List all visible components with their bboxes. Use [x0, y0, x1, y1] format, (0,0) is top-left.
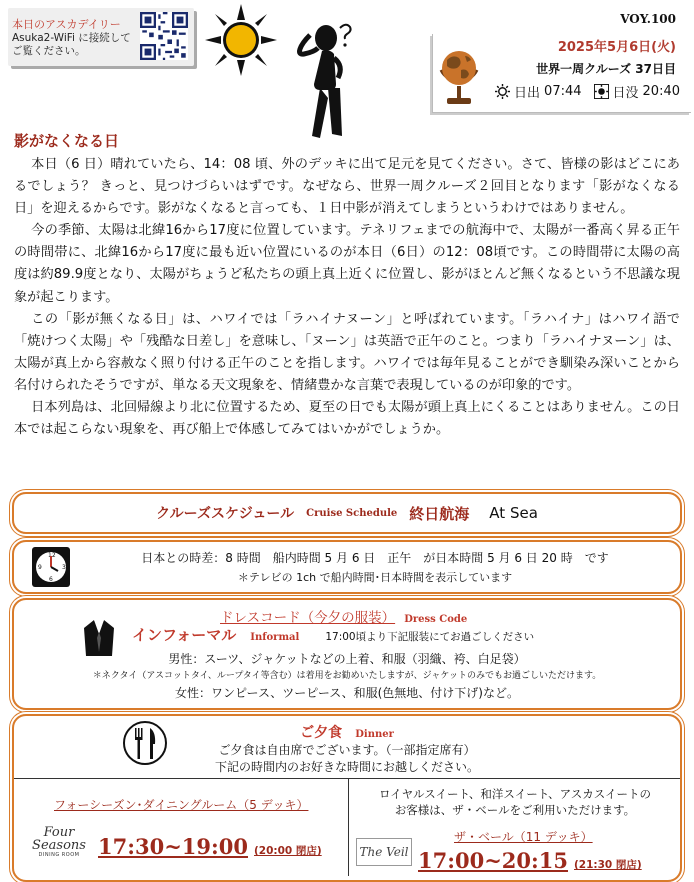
- sunrise-time: 07:44: [544, 84, 582, 99]
- four-seasons-hours: [98, 834, 322, 859]
- the-bell-close: (21:30 閉店): [574, 859, 642, 871]
- voyage-number: VOY.100: [620, 12, 676, 26]
- dinner-box: [12, 714, 682, 882]
- dress-type: インフォーマル: [132, 626, 237, 644]
- sun-times: [495, 82, 680, 101]
- schedule-label-en: Cruise Schedule: [306, 507, 398, 519]
- dinner-line-2: 下記の時間内のお好きな時間にお越しください。: [214, 760, 479, 774]
- article-paragraph: 日本列島は、北回帰線より北に位置するため、夏至の日でも太陽が頭上真上にくることはありません。この日本では起こらない現象を、再び船上で体感してみてはいかがでしょうか。: [14, 400, 680, 438]
- schedule-value-en: At Sea: [489, 504, 538, 522]
- sunset-time: 20:40: [642, 84, 680, 99]
- dinner-title: ご夕食: [300, 725, 343, 741]
- sunset-icon: [594, 84, 609, 99]
- dress-code-title-en: Dress Code: [404, 614, 468, 625]
- the-bell-hours: [418, 848, 642, 873]
- wifi-title: 本日のアスカデイリー: [12, 18, 121, 31]
- cruise-day: 世界一周クルーズ 37日目: [536, 62, 676, 76]
- dinner-divider: [14, 778, 680, 779]
- four-seasons-time: 17:30~19:00: [98, 834, 248, 859]
- dress-women: 女性：ワンピース、ツーピース、和服(色無地、付け下げ)など。: [175, 686, 519, 700]
- svg-text:9: 9: [38, 564, 42, 571]
- dress-men: 男性：スーツ、ジャケットなどの上着、和服（羽織、袴、白足袋）: [168, 652, 526, 666]
- the-bell-notice-1: ロイヤルスイート、和洋スイート、アスカスイートの: [379, 787, 651, 801]
- time-difference-line: 日本との時差：8 時間 船内時間 5 月 6 日 正午 が日本時間 5 月 6 日 20 時 です: [141, 551, 609, 565]
- dress-type-en: Informal: [250, 632, 300, 643]
- article-body: [14, 154, 680, 441]
- svg-text:3: 3: [62, 564, 66, 571]
- time-difference-box: [12, 540, 682, 594]
- four-seasons-close: (20:00 閉店): [254, 845, 322, 857]
- dinner-column-divider: [348, 778, 349, 876]
- four-seasons-name: フォーシーズン･ダイニングルーム（5 デッキ）: [54, 798, 309, 812]
- dress-time-note: 17:00頃より下記服装にてお過ごしください: [325, 631, 535, 643]
- dress-code-title-row: [220, 606, 467, 626]
- the-bell-notice-2: お客様は、ザ・ベールをご利用いただけます。: [394, 803, 636, 817]
- the-bell-logo: The Veil: [356, 838, 412, 866]
- article-paragraph: 本日（6 日）晴れていたら、14：08 頃、外のデッキに出て足元を見てください。さて、皆様の影はどこにあるでしょう？ きっと、見つけづらいはずです。なぜなら、世界一周クルーズ２回目となります「影がなくなる日」を迎えるからです。影がなくなると言っても、１日中影が消えてしまうというわけではありません。: [14, 157, 680, 217]
- clock-icon: [28, 545, 74, 589]
- dress-type-row: [132, 624, 534, 645]
- dinner-line-1: ご夕食は自由席でございます。（一部指定席有）: [218, 743, 476, 757]
- the-bell-name: ザ・ベール（11 デッキ）: [454, 830, 593, 844]
- sunrise-icon: [495, 84, 510, 99]
- dinner-title-en: Dinner: [355, 729, 394, 740]
- issue-date: 2025年5月6日(火): [557, 40, 676, 55]
- four-seasons-logo-text: Four Seasons: [32, 825, 86, 853]
- dress-note: ＊ネクタイ（アスコットタイ、ループタイ等含む）は着用をお勧めいたしますが、ジャケットのみでもお過ごしいただけます。: [92, 671, 602, 681]
- article-paragraph: 今の季節、太陽は北緯16から17度に位置しています。テネリフェまでの航海中で、太陽が一番高く昇る正午の時間帯に、北緯16から17度に最も近い位置にいるのが本日（6日）の12：08頃です。この時間帯に太陽の高度は約89.9度となり、太陽がちょうど私たちの頭上真上近くに位置し、影がほとんど無くなるという不思議な現象が起こります。: [14, 223, 680, 305]
- time-difference-note: ＊テレビの 1ch で船内時間･日本時間を表示しています: [237, 571, 513, 584]
- schedule-value: 終日航海: [409, 504, 470, 523]
- thinking-figure-icon: [296, 18, 366, 146]
- four-seasons-logo-sub: DINING ROOM: [38, 852, 80, 858]
- article-paragraph: この「影が無くなる日」は、ハワイでは「ラハイナヌーン」と呼ばれています。「ラハイナ」はハワイ語で「焼けつく太陽」や「残酷な日差し」を意味し、「ヌーン」は英語で正午のこと。つまり「ラハイナヌーン」は、太陽が真上から容赦なく照り付ける正午のことを指します。ハワイでは毎年見ることができ馴染み深いことから名付けられたそうですが、単なる天文現象を、情緒豊かな言葉で表現しているのが印象的です。: [14, 311, 680, 393]
- globe-icon: [435, 44, 483, 108]
- qr-code[interactable]: [140, 12, 188, 60]
- the-bell-time: 17:00~20:15: [418, 848, 568, 873]
- article-title: 影がなくなる日: [14, 132, 120, 150]
- dinner-title-row: [14, 722, 680, 742]
- wifi-description: Asuka2-WiFi に接続して ご覧ください。: [12, 32, 131, 57]
- sun-icon: [205, 4, 277, 76]
- svg-text:12: 12: [48, 552, 56, 559]
- dress-code-title: ドレスコード（今夕の服装）: [220, 610, 396, 626]
- sunrise-label: 日出: [514, 86, 541, 101]
- schedule-label: クルーズスケジュール: [156, 506, 295, 522]
- dress-code-box: [12, 598, 682, 710]
- sunset-label: 日没: [612, 86, 639, 101]
- svg-text:6: 6: [49, 576, 53, 583]
- four-seasons-logo: [24, 826, 94, 858]
- cruise-schedule-box: [12, 492, 682, 534]
